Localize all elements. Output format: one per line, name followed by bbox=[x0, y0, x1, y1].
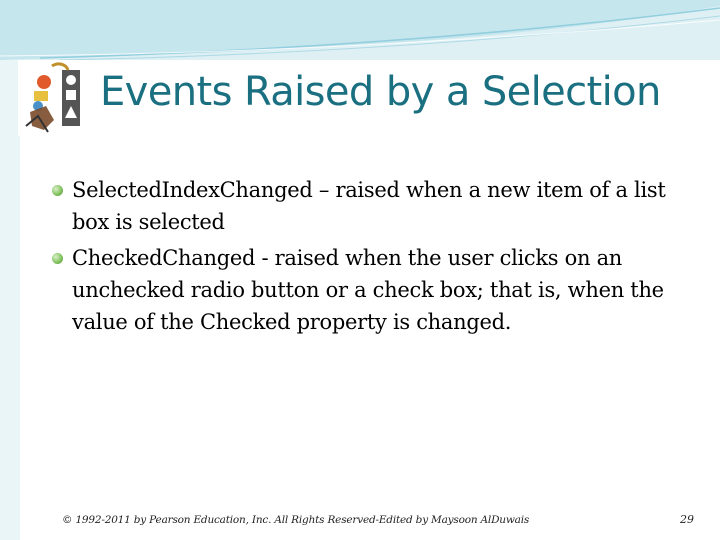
green-bullet-icon bbox=[52, 253, 63, 264]
pearson-shapes-logo-icon bbox=[18, 60, 84, 136]
top-swoosh-decoration bbox=[0, 0, 720, 60]
green-bullet-icon bbox=[52, 185, 63, 196]
copyright-footer: © 1992-2011 by Pearson Education, Inc. All Rights Reserved-Edited by Maysoon AlDuwais bbox=[62, 514, 530, 526]
slide-title: Events Raised by a Selection bbox=[100, 69, 661, 115]
bullet-item bbox=[48, 242, 688, 338]
bullet-list bbox=[48, 174, 688, 342]
bullet-text: SelectedIndexChanged – raised when a new item of a list box is selected bbox=[72, 178, 666, 234]
bullet-text: CheckedChanged - raised when the user clicks on an unchecked radio button or a check box; that is, when the value of the Checked property is changed. bbox=[72, 246, 664, 334]
bullet-item bbox=[48, 174, 688, 238]
page-number: 29 bbox=[680, 513, 694, 526]
